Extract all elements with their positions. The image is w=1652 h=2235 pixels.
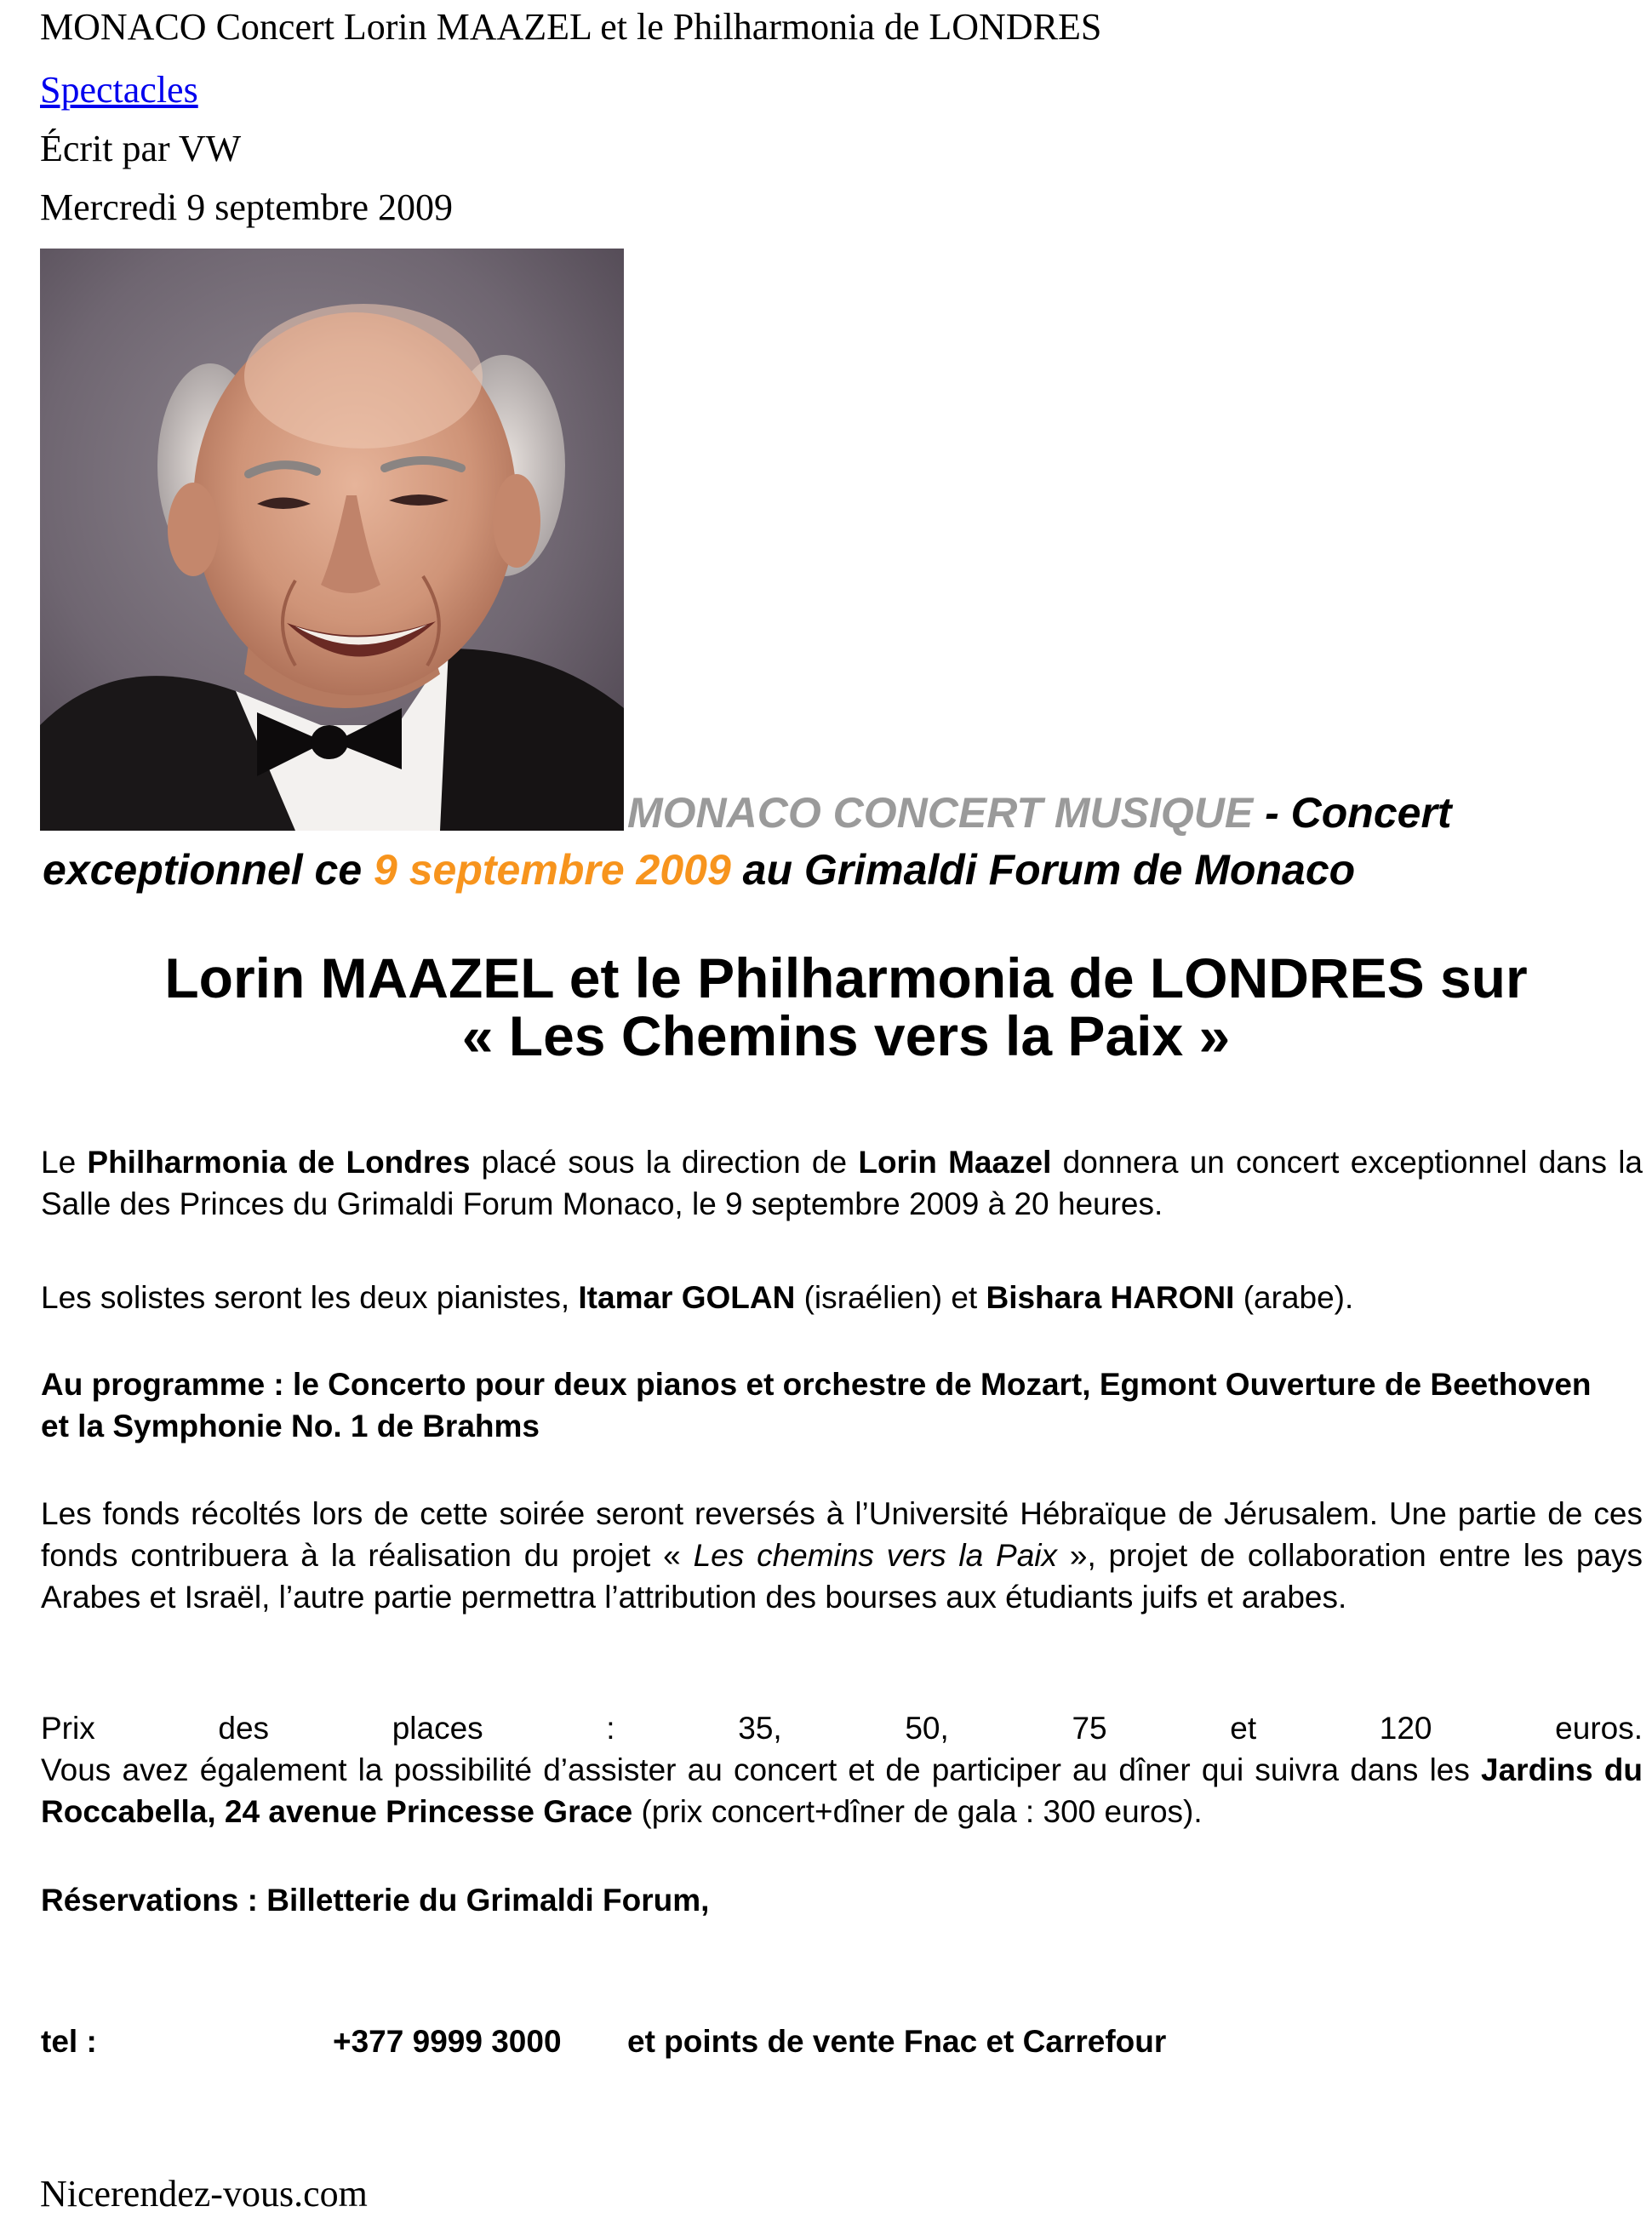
p5-text-a: Vous avez également la possibilité d’assister au concert et de participer au dîner qui suivra dans les	[41, 1752, 1482, 1787]
p4-project-name: Les chemins vers la Paix	[693, 1538, 1058, 1573]
author-line: Écrit par VW	[40, 128, 242, 169]
dinner-text	[41, 1749, 1643, 1832]
p4-text-c: », projet de collaboration entre les pays Arabes et Israël, l’autre partie permettra l’attribution des bourses aux étudiants juifs et arabes.	[41, 1538, 1643, 1615]
page-title: MONACO Concert Lorin MAAZEL et le Philharmonia de LONDRES	[40, 6, 1102, 48]
p2-soloist-2: Bishara HARONI	[986, 1280, 1235, 1315]
portrait-image	[40, 249, 624, 831]
category-link[interactable]: Spectacles	[40, 69, 198, 111]
publish-date: Mercredi 9 septembre 2009	[40, 186, 454, 228]
headline-line-1: Lorin MAAZEL et le Philharmonia de LONDRES sur	[164, 946, 1528, 1009]
lead-text-b: exceptionnel ce	[43, 846, 374, 894]
paragraph-orchestra	[41, 1141, 1643, 1225]
lead-text-a: - Concert	[1253, 789, 1452, 837]
p4-text-a: Les fonds récoltés lors de cette soirée seront reversés à l’Université Hébraïque de Jérusalem. Une partie de ces fonds contribuera à la réalisation du projet «	[41, 1496, 1643, 1573]
p2-text-e: (arabe).	[1234, 1280, 1354, 1315]
prices-line: Prix des places : 35, 50, 75 et 120 euros.	[41, 1711, 1643, 1746]
p1-text-e: donnera un concert exceptionnel dans la Salle des Princes du Grimaldi Forum Monaco, le 9 septembre 2009 à 20 heures.	[41, 1145, 1643, 1221]
paragraph-reservations: Réservations : Billetterie du Grimaldi Forum,	[41, 1883, 710, 1918]
p1-text-a: Le	[41, 1145, 88, 1180]
p5-text-c: (prix concert+dîner de gala : 300 euros).	[632, 1794, 1203, 1829]
paragraph-programme: Au programme : le Concerto pour deux pianos et orchestre de Mozart, Egmont Ouverture de Beethoven et la Symphonie No. 1 de Brahms	[41, 1367, 1592, 1443]
paragraph-prices	[41, 1707, 1643, 1832]
lead-line-1	[627, 786, 1452, 840]
footer-site-name: Nicerendez-vous.com	[40, 2173, 368, 2215]
tel-label: tel :	[41, 2024, 97, 2059]
p2-text-a: Les solistes seront les deux pianistes,	[41, 1280, 579, 1315]
headline-line-2: « Les Chemins vers la Paix »	[461, 1004, 1231, 1067]
p2-soloist-1: Itamar GOLAN	[578, 1280, 796, 1315]
p1-orchestra-name: Philharmonia de Londres	[87, 1145, 471, 1180]
lead-label: MONACO CONCERT MUSIQUE	[627, 789, 1254, 837]
p5-venue: Jardins du Roccabella, 24 avenue Princesse Grace	[41, 1752, 1643, 1829]
lead-date: 9 septembre 2009	[374, 846, 731, 894]
p1-text-c: placé sous la direction de	[470, 1145, 859, 1180]
headline	[40, 946, 1652, 1067]
sales-points: et points de vente Fnac et Carrefour	[627, 2024, 1167, 2059]
tel-number: +377 9999 3000	[333, 2024, 562, 2059]
p1-conductor-name: Lorin Maazel	[858, 1145, 1052, 1180]
lead-line-2	[43, 843, 1355, 897]
paragraph-funds	[41, 1493, 1643, 1618]
p2-text-c: (israélien) et	[795, 1280, 986, 1315]
lead-text-c: au Grimaldi Forum de Monaco	[730, 846, 1356, 894]
paragraph-soloists	[41, 1277, 1643, 1318]
conductor-portrait-photo	[40, 249, 624, 831]
